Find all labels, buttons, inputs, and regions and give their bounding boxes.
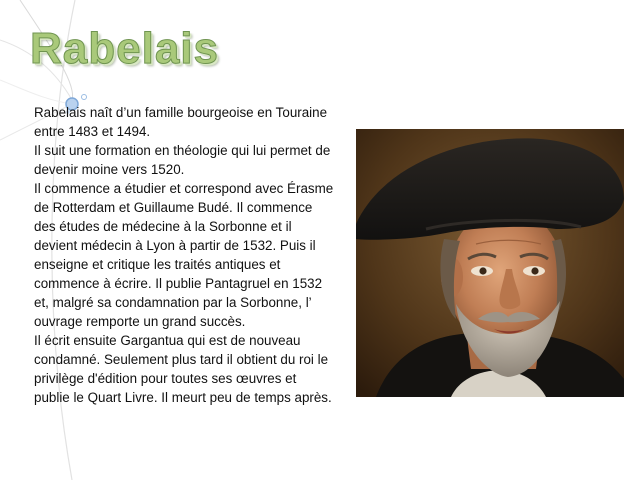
paragraph-birth: Rabelais naît d’un famille bourgeoise en Touraine entre 1483 et 1494. <box>34 105 328 139</box>
rabelais-portrait-image <box>356 129 624 397</box>
slide-title: Rabelais <box>30 24 219 73</box>
paragraph-theology: Il suit une formation en théologie qui lui permet de devenir moine vers 1520. <box>34 143 331 177</box>
paragraph-gargantua: Il écrit ensuite Gargantua qui est de nouveau condamné. Seulement plus tard il obtient du roi le privilège d'édition pour toutes ses œuvres et publie le Quart Livre. Il meurt peu de temps après. <box>34 333 332 405</box>
slide-body <box>34 103 334 407</box>
paragraph-studies: Il commence a étudier et correspond avec Érasme de Rotterdam et Guillaume Budé. Il commence des études de médecine à la Sorbonne et il devient médecin à Lyon à partir de 1532. Puis il enseigne et critique les traités antiques et commence à écrire. Il publie Pantagruel en 1532 et, malgré sa condamnation par la Sorbonne, l’ ouvrage remporte un grand succès. <box>34 181 334 329</box>
